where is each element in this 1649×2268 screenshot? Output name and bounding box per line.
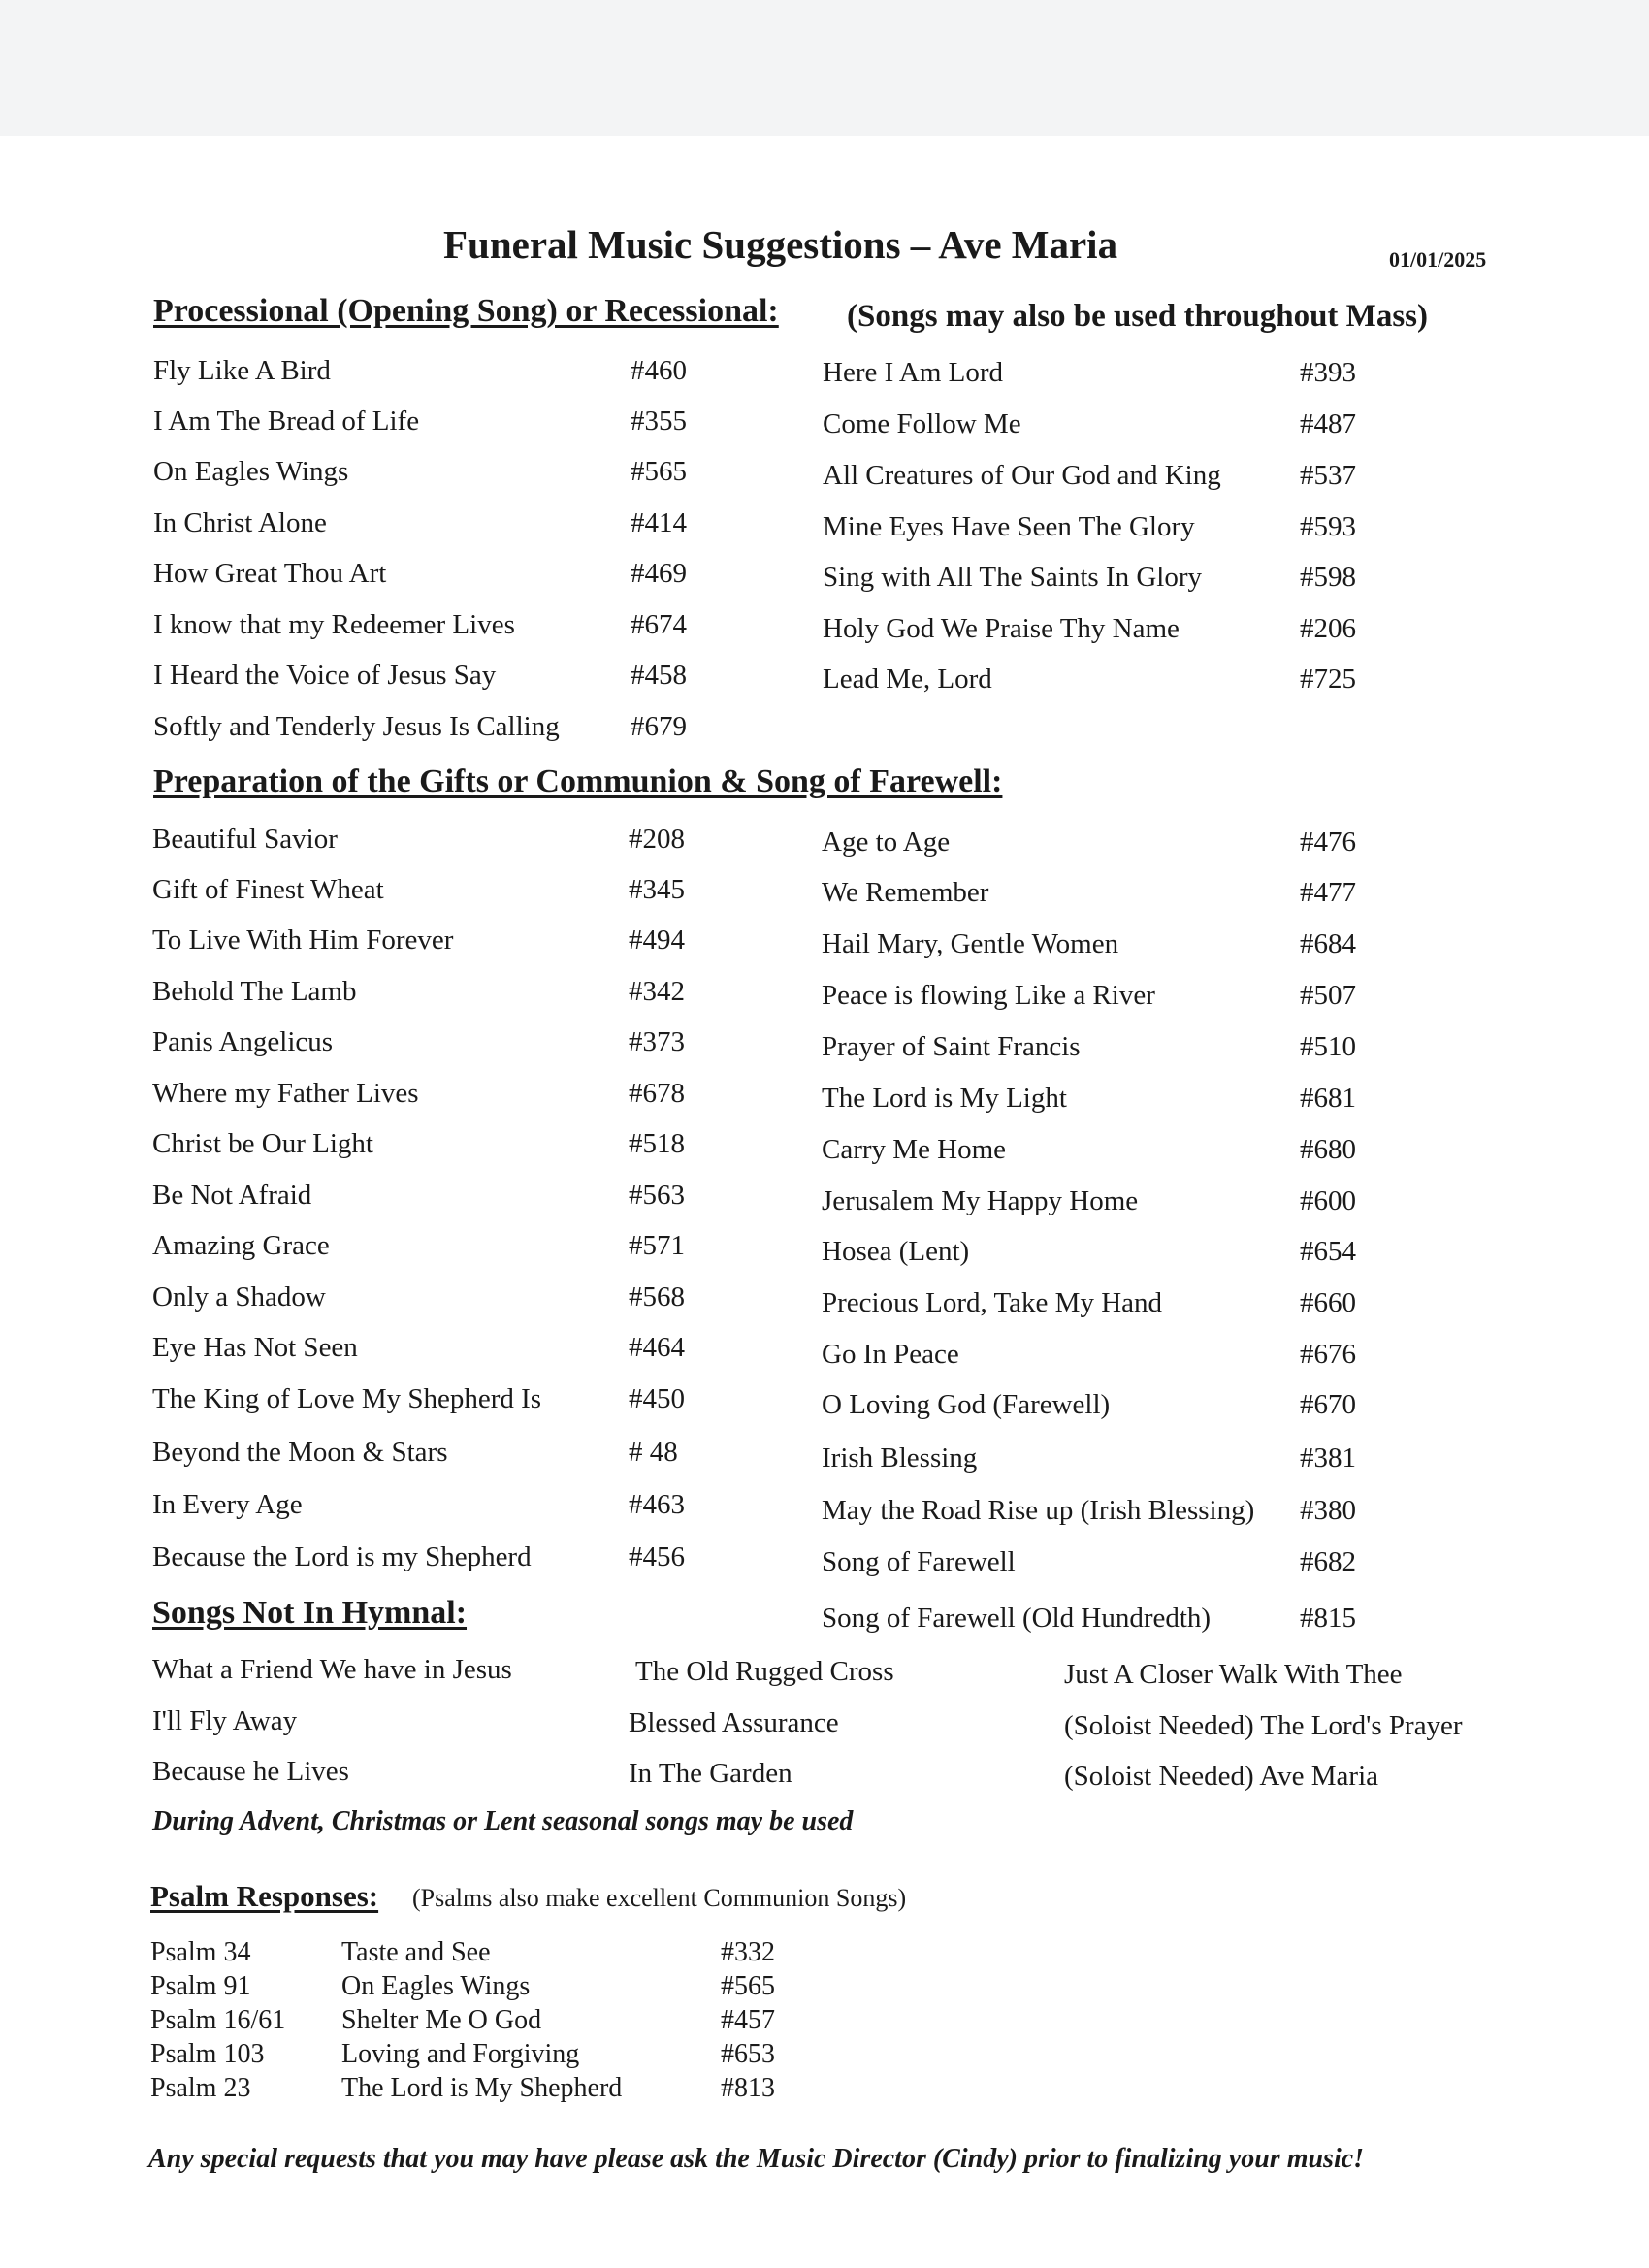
psalm-number: Psalm 23 — [150, 2073, 251, 2103]
list-item: In The Garden — [629, 1758, 792, 1789]
song-title: Where my Father Lives — [152, 1078, 419, 1109]
hymn-number: #679 — [630, 711, 687, 742]
hymn-number: #670 — [1300, 1389, 1356, 1420]
song-title: Age to Age — [822, 826, 951, 858]
hymn-number: #681 — [1300, 1083, 1356, 1114]
hymn-number: #450 — [629, 1383, 685, 1414]
hymn-number: #660 — [1300, 1287, 1356, 1318]
psalm-note: (Psalms also make excellent Communion Songs) — [412, 1884, 907, 1912]
preparation-heading: Preparation of the Gifts or Communion & Song of Farewell: — [153, 763, 1003, 799]
psalm-title: On Eagles Wings — [341, 1971, 531, 2001]
psalm-title: The Lord is My Shepherd — [341, 2073, 623, 2103]
psalm-title: Loving and Forgiving — [341, 2039, 580, 2069]
song-title: Carry Me Home — [822, 1134, 1007, 1165]
psalm-number: Psalm 16/61 — [150, 2005, 286, 2035]
hymn-number: #571 — [629, 1230, 685, 1261]
song-title: Song of Farewell (Old Hundredth) — [822, 1603, 1212, 1634]
song-title: I Am The Bread of Life — [153, 405, 420, 437]
song-title: Gift of Finest Wheat — [152, 874, 384, 905]
song-title: May the Road Rise up (Irish Blessing) — [822, 1495, 1255, 1526]
song-title: Amazing Grace — [152, 1230, 330, 1261]
hymn-number: #563 — [629, 1180, 685, 1211]
document-date: 01/01/2025 — [1389, 247, 1487, 272]
hymn-number: #477 — [1300, 877, 1356, 908]
song-title: Lead Me, Lord — [823, 664, 992, 695]
hymn-number: #469 — [630, 558, 687, 589]
song-title: Eye Has Not Seen — [152, 1332, 358, 1363]
hymn-number: #684 — [1300, 928, 1356, 959]
psalm-number: Psalm 34 — [150, 1937, 251, 1967]
psalm-title: Taste and See — [341, 1937, 491, 1967]
psalm-title: Shelter Me O God — [341, 2005, 542, 2035]
hymn-number: #458 — [630, 660, 687, 691]
hymn-number: #487 — [1300, 408, 1356, 439]
list-item: The Old Rugged Cross — [635, 1656, 894, 1687]
not-in-hymnal-heading: Songs Not In Hymnal: — [152, 1595, 468, 1631]
song-title: Christ be Our Light — [152, 1128, 373, 1159]
hymn-number: #460 — [630, 355, 687, 386]
hymn-number: #680 — [1300, 1134, 1356, 1165]
song-title: I know that my Redeemer Lives — [153, 609, 515, 640]
page-title: Funeral Music Suggestions – Ave Maria — [443, 222, 1118, 267]
song-title: Prayer of Saint Francis — [822, 1031, 1081, 1062]
list-item: Just A Closer Walk With Thee — [1064, 1659, 1403, 1690]
hymn-number: #463 — [629, 1489, 685, 1520]
song-title: Precious Lord, Take My Hand — [822, 1287, 1163, 1318]
hymn-number: #813 — [721, 2073, 775, 2103]
song-title: Beyond the Moon & Stars — [152, 1437, 448, 1468]
list-item: (Soloist Needed) The Lord's Prayer — [1064, 1710, 1463, 1741]
hymn-number: #457 — [721, 2005, 775, 2035]
hymn-number: #654 — [1300, 1236, 1356, 1267]
song-title: Hail Mary, Gentle Women — [822, 928, 1119, 959]
hymn-number: # 48 — [629, 1437, 678, 1468]
hymn-number: #682 — [1300, 1546, 1356, 1577]
list-item: (Soloist Needed) Ave Maria — [1064, 1761, 1379, 1792]
seasonal-note: During Advent, Christmas or Lent seasonal songs may be used — [152, 1806, 854, 1836]
processional-note: (Songs may also be used throughout Mass) — [847, 299, 1428, 334]
song-title: Here I Am Lord — [823, 357, 1004, 388]
hymn-number: #456 — [629, 1541, 685, 1572]
song-title: We Remember — [822, 877, 989, 908]
list-item: Because he Lives — [152, 1756, 349, 1787]
song-title: Holy God We Praise Thy Name — [823, 613, 1180, 644]
hymn-number: #342 — [629, 976, 685, 1007]
song-title: Go In Peace — [822, 1339, 959, 1370]
song-title: Behold The Lamb — [152, 976, 357, 1007]
hymn-number: #380 — [1300, 1495, 1356, 1526]
song-title: Beautiful Savior — [152, 824, 338, 855]
hymn-number: #725 — [1300, 664, 1356, 695]
song-title: Jerusalem My Happy Home — [822, 1185, 1139, 1216]
song-title: Fly Like A Bird — [153, 355, 331, 386]
song-title: Be Not Afraid — [152, 1180, 312, 1211]
hymn-number: #593 — [1300, 511, 1356, 542]
hymn-number: #476 — [1300, 826, 1356, 858]
hymn-number: #373 — [629, 1026, 685, 1057]
hymn-number: #494 — [629, 924, 685, 956]
hymn-number: #381 — [1300, 1442, 1356, 1474]
psalm-number: Psalm 103 — [150, 2039, 265, 2069]
hymn-number: #464 — [629, 1332, 685, 1363]
song-title: In Christ Alone — [153, 507, 327, 538]
song-title: Because the Lord is my Shepherd — [152, 1541, 532, 1572]
song-title: To Live With Him Forever — [152, 924, 454, 956]
hymn-number: #600 — [1300, 1185, 1356, 1216]
song-title: Hosea (Lent) — [822, 1236, 970, 1267]
hymn-number: #676 — [1300, 1339, 1356, 1370]
song-title: How Great Thou Art — [153, 558, 387, 589]
hymn-number: #674 — [630, 609, 687, 640]
song-title: In Every Age — [152, 1489, 303, 1520]
song-title: The Lord is My Light — [822, 1083, 1067, 1114]
hymn-number: #206 — [1300, 613, 1356, 644]
song-title: Song of Farewell — [822, 1546, 1016, 1577]
list-item: Blessed Assurance — [629, 1707, 839, 1738]
song-title: Come Follow Me — [823, 408, 1021, 439]
song-title: O Loving God (Farewell) — [822, 1389, 1111, 1420]
hymn-number: #414 — [630, 507, 687, 538]
song-title: Mine Eyes Have Seen The Glory — [823, 511, 1195, 542]
list-item: I'll Fly Away — [152, 1705, 298, 1736]
hymn-number: #393 — [1300, 357, 1356, 388]
hymn-number: #653 — [721, 2039, 775, 2069]
hymn-number: #678 — [629, 1078, 685, 1109]
song-title: Irish Blessing — [822, 1442, 978, 1474]
psalm-responses-heading: Psalm Responses: — [150, 1879, 379, 1913]
hymn-number: #345 — [629, 874, 685, 905]
hymn-number: #537 — [1300, 460, 1356, 491]
footer-note: Any special requests that you may have please ask the Music Director (Cindy) prior to finalizing your music! — [148, 2144, 1365, 2174]
hymn-number: #815 — [1300, 1603, 1356, 1634]
song-title: Softly and Tenderly Jesus Is Calling — [153, 711, 560, 742]
hymn-number: #598 — [1300, 562, 1356, 593]
processional-heading: Processional (Opening Song) or Recessional: — [153, 293, 779, 329]
hymn-number: #355 — [630, 405, 687, 437]
hymn-number: #507 — [1300, 980, 1356, 1011]
song-title: Peace is flowing Like a River — [822, 980, 1155, 1011]
song-title: Only a Shadow — [152, 1281, 326, 1312]
song-title: All Creatures of Our God and King — [823, 460, 1221, 491]
list-item: What a Friend We have in Jesus — [152, 1654, 512, 1685]
song-title: Panis Angelicus — [152, 1026, 334, 1057]
hymn-number: #332 — [721, 1937, 775, 1967]
hymn-number: #510 — [1300, 1031, 1356, 1062]
song-title: I Heard the Voice of Jesus Say — [153, 660, 497, 691]
song-title: On Eagles Wings — [153, 456, 349, 487]
scan-margin — [0, 0, 1649, 136]
hymn-number: #565 — [721, 1971, 775, 2001]
hymn-number: #518 — [629, 1128, 685, 1159]
psalm-number: Psalm 91 — [150, 1971, 251, 2001]
song-title: The King of Love My Shepherd Is — [152, 1383, 542, 1414]
hymn-number: #565 — [630, 456, 687, 487]
hymn-number: #568 — [629, 1281, 685, 1312]
hymn-number: #208 — [629, 824, 685, 855]
song-title: Sing with All The Saints In Glory — [823, 562, 1202, 593]
